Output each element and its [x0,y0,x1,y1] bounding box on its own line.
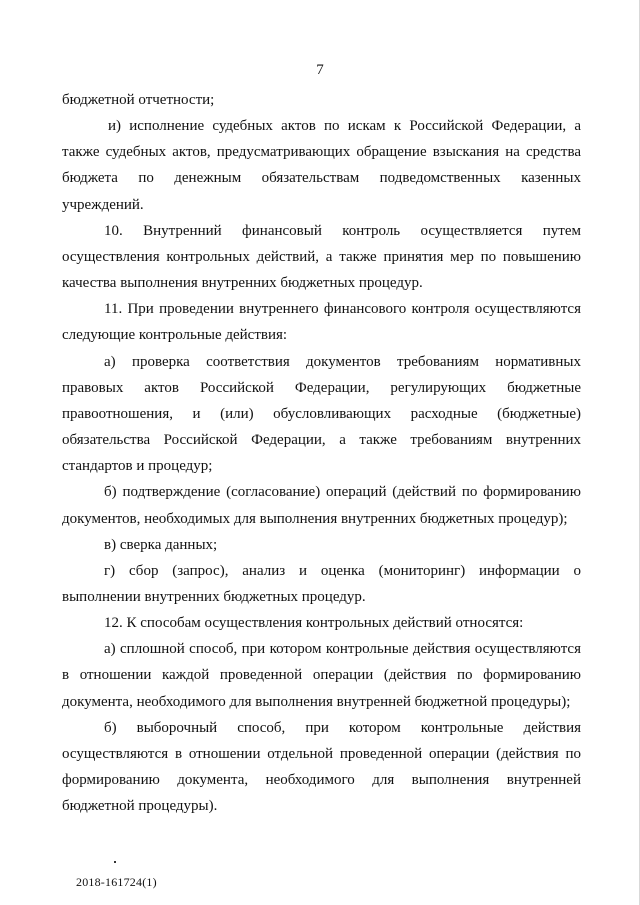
paragraph-item-i: и) исполнение судебных актов по искам к Российской Федерации, а также судебных актов, предусматривающих обращение взыскания на средства бюджета по денежным обязательствам подведомственных казенных учреждений. [62,118,581,213]
document-code: 2018-161724(1) [76,875,157,889]
paragraph-10: 10. Внутренний финансовый контроль осуществляется путем осуществления контрольных действий, а также принятия мер по повышению качества выполнения внутренних бюджетных процедур. [62,222,581,292]
paragraph-continuation: бюджетной отчетности; [62,92,215,108]
paragraph-11: 11. При проведении внутреннего финансового контроля осуществляются следующие контрольные действия: [62,301,581,344]
paragraph-11-a: а) проверка соответствия документов требованиям нормативных правовых актов Российской Федерации, регулирующих бюджетные правоотношения, и (или) обусловливающих расходные (бюджетные) обязательства Российской Федерации, а также требованиям внутренних стандартов и процедур; [62,353,581,475]
paragraph-11-b: б) подтверждение (согласование) операций (действий по формированию документов, необходимых для выполнения внутренних бюджетных процедур); [62,484,581,527]
scan-mark [114,861,116,863]
paragraph-11-v: в) сверка данных; [104,536,218,553]
paragraph-12: 12. К способам осуществления контрольных действий относятся: [104,615,524,632]
document-body [62,87,581,819]
paragraph-12-b: б) выборочный способ, при котором контрольные действия осуществляются в отношении отдельной проведенной операции (действия по формированию документа, необходимого для выполнения внутренней бюджетной процедуры). [62,719,581,815]
page-number: 7 [316,62,324,78]
paragraph-12-a: а) сплошной способ, при котором контрольные действия осуществляются в отношении каждой проведенной операции (действия по формированию документа, необходимого для выполнения внутренней бюджетной процедуры); [62,641,581,710]
paragraph-11-g: г) сбор (запрос), анализ и оценка (мониторинг) информации о выполнении внутренних бюджетных процедур. [62,562,581,605]
